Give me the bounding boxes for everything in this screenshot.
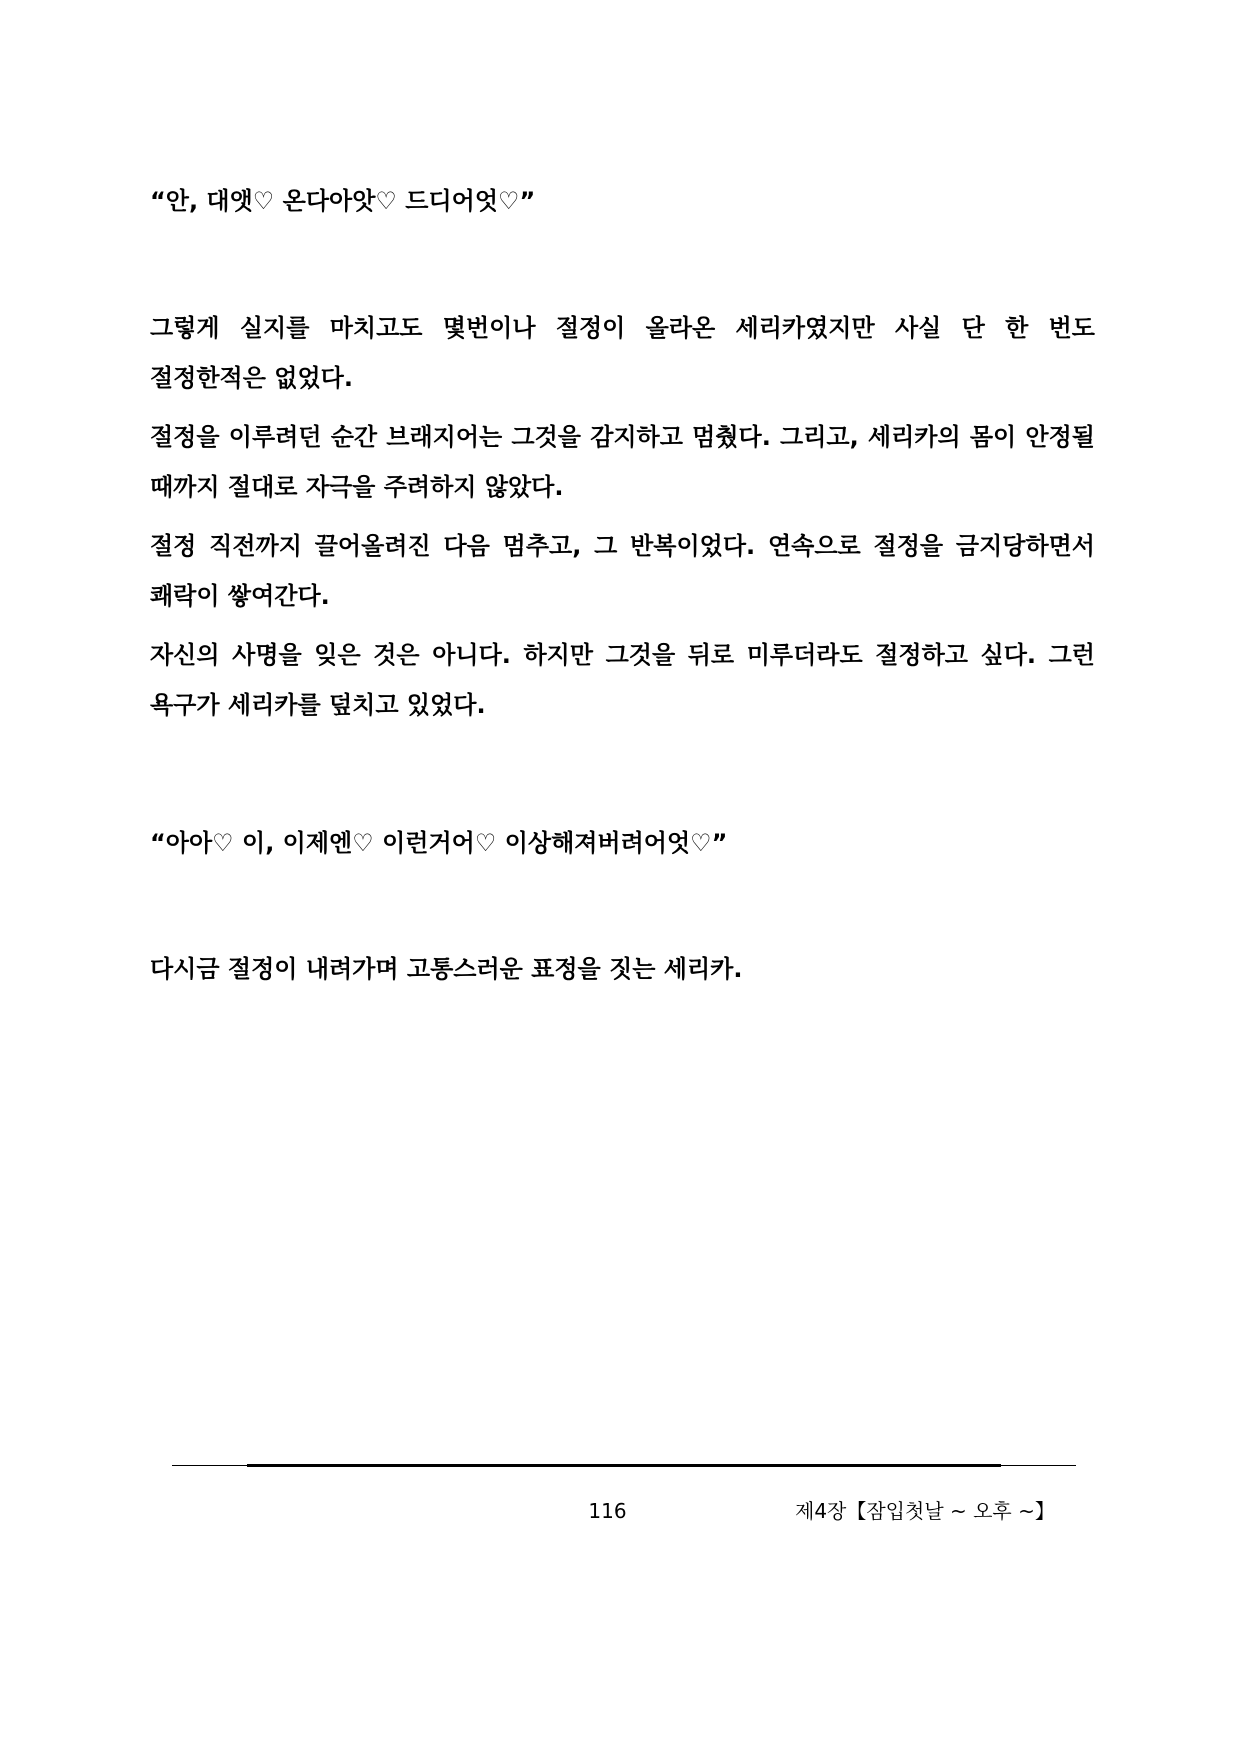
chapter-title: 제4장【잠입첫날 ~ 오후 ~】: [795, 1499, 1055, 1523]
body-paragraph: 절정을 이루려던 순간 브래지어는 그것을 감지하고 멈췄다. 그리고, 세리카의 몸이 안정될 때까지 절대로 자극을 주려하지 않았다.: [150, 423, 1095, 501]
body-paragraph: 자신의 사명을 잊은 것은 아니다. 하지만 그것을 뒤로 미루더라도 절정하고 싶다. 그런 욕구가 세리카를 덮치고 있었다.: [150, 641, 1095, 719]
body-paragraph: 그렇게 실지를 마치고도 몇번이나 절정이 올라온 세리카였지만 사실 단 한 번도 절정한적은 없었다.: [150, 314, 1095, 392]
page-number: 116: [588, 1499, 627, 1523]
dialogue-line: “아아♡ 이, 이제엔♡ 이런거어♡ 이상해져버려어엇♡”: [150, 829, 728, 857]
body-paragraph: 절정 직전까지 끌어올려진 다음 멈추고, 그 반복이었다. 연속으로 절정을 금지당하면서 쾌락이 쌓여간다.: [150, 532, 1095, 610]
dialogue-line: “안, 대앳♡ 온다아앗♡ 드디어엇♡”: [150, 187, 536, 215]
footer-divider-accent: [247, 1464, 1001, 1467]
body-paragraph: 다시금 절정이 내려가며 고통스러운 표정을 짓는 세리카.: [150, 955, 743, 983]
